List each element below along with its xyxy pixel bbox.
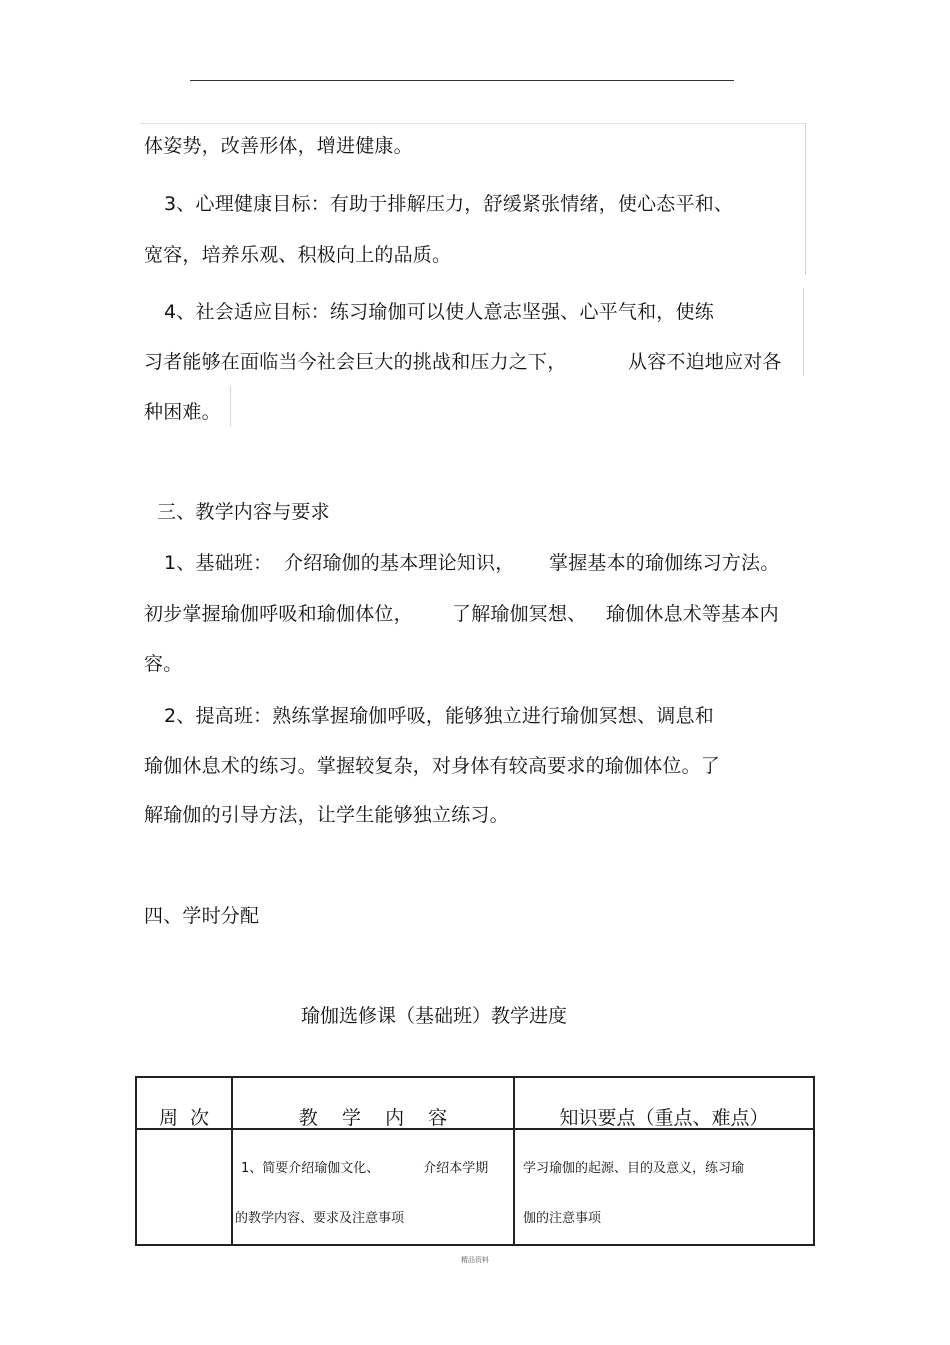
- paragraph-line: 瑜伽休息术等基本内: [606, 603, 779, 625]
- paragraph-line: 掌握基本的瑜伽练习方法。: [549, 552, 780, 574]
- paragraph-line: 容。: [144, 653, 183, 675]
- cell-content-line: [241, 1144, 507, 1194]
- header-week-label: 周 次: [158, 1107, 210, 1129]
- header-rule: [190, 80, 734, 81]
- cell-week: [136, 1129, 232, 1245]
- paragraph-line: 2、提高班：熟练掌握瑜伽呼吸，能够独立进行瑜伽冥想、调息和: [164, 705, 714, 727]
- paragraph-line: 3、心理健康目标：有助于排解压力，舒缓紧张情绪，使心态平和、: [164, 193, 734, 215]
- cell-points-line: 学习瑜伽的起源、目的及意义，练习瑜: [523, 1161, 745, 1176]
- page-footer: 精品资料: [461, 1256, 489, 1264]
- paragraph-line: 了解瑜伽冥想、: [452, 603, 587, 625]
- scan-border-right-1: [805, 123, 806, 275]
- header-content-label: 教 学 内 容: [298, 1107, 448, 1129]
- paragraph-line: 习者能够在面临当今社会巨大的挑战和压力之下，: [144, 351, 567, 373]
- section-heading: 四、学时分配: [144, 905, 260, 927]
- cell-content-text: 1、简要介绍瑜伽文化、: [241, 1161, 380, 1176]
- header-content: [232, 1077, 514, 1129]
- paragraph-line: 初步掌握瑜伽呼吸和瑜伽体位，: [144, 603, 413, 625]
- scan-border-right-2: [803, 288, 804, 376]
- table-row: [136, 1129, 814, 1245]
- header-points: [514, 1077, 814, 1129]
- paragraph-line: 1、基础班：: [164, 552, 273, 574]
- cell-content-line: 的教学内容、要求及注意事项: [235, 1211, 405, 1226]
- paragraph-line: 种困难。: [144, 401, 221, 423]
- paragraph-line: 4、社会适应目标：练习瑜伽可以使人意志坚强、心平气和，使练: [164, 301, 714, 323]
- scan-border-small: [230, 386, 231, 426]
- table-title: 瑜伽选修课（基础班）教学进度: [300, 1005, 567, 1027]
- cell-points-line: 伽的注意事项: [523, 1211, 602, 1226]
- paragraph-line: 介绍瑜伽的基本理论知识，: [284, 552, 515, 574]
- table-header-row: [136, 1077, 814, 1129]
- cell-content: [232, 1129, 514, 1245]
- header-week: [136, 1077, 232, 1129]
- paragraph-line: 瑜伽休息术的练习。掌握较复杂，对身体有较高要求的瑜伽体位。了: [144, 755, 721, 777]
- paragraph-line: 宽容，培养乐观、积极向上的品质。: [144, 244, 452, 266]
- header-points-label: 知识要点（重点、难点）: [559, 1107, 769, 1129]
- cell-content-text: 介绍本学期: [423, 1161, 489, 1176]
- scan-border-top: [140, 123, 806, 124]
- paragraph-line: 解瑜伽的引导方法，让学生能够独立练习。: [144, 804, 509, 826]
- paragraph-line: 体姿势，改善形体，增进健康。: [144, 135, 413, 157]
- schedule-table: [135, 1076, 815, 1246]
- paragraph-line: 从容不迫地应对各: [628, 351, 782, 373]
- section-heading: 三、教学内容与要求: [157, 501, 330, 523]
- cell-points: [514, 1129, 814, 1245]
